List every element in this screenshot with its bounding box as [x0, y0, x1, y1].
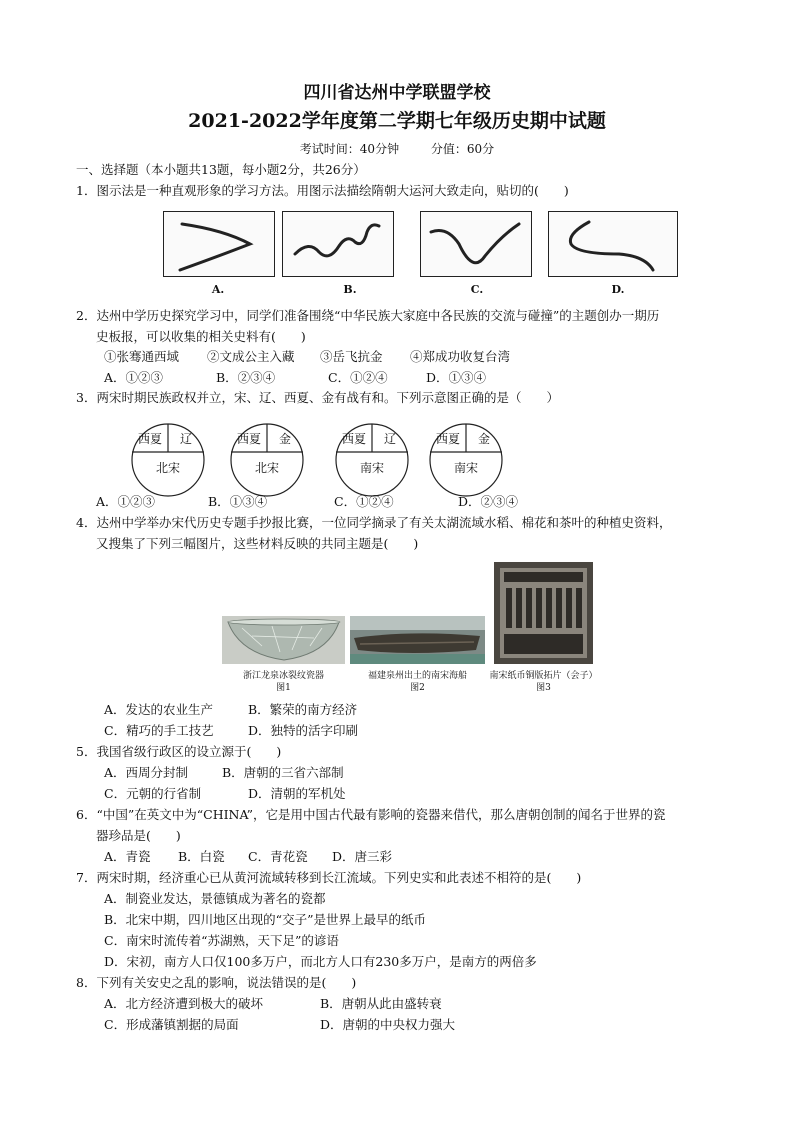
question-4-options-row-2 [104, 722, 358, 740]
q5-option-c: C．元朝的行省制 [104, 786, 202, 801]
q2-item-4: ④郑成功收复台湾 [410, 349, 511, 364]
figure-3-label: 图3 [536, 683, 551, 693]
exam-meta [0, 140, 794, 157]
exam-score: 分值：60分 [430, 142, 495, 156]
regime-3-top-left: 西夏 [341, 432, 366, 446]
canal-sketch-c [420, 211, 532, 277]
regime-diagram-1 [130, 422, 206, 498]
q3-option-c: C．①②④ [334, 494, 394, 509]
q4-option-c: C．精巧的手工技艺 [104, 723, 214, 738]
q7-option-b: B．北宋中期，四川地区出现的“交子”是世界上最早的纸币 [104, 912, 426, 927]
question-5-stem: 5．我国省级行政区的设立源于( ) [76, 744, 282, 759]
canal-sketch-a [163, 211, 275, 277]
question-6-options [104, 848, 392, 866]
regime-1-top-right: 辽 [179, 432, 192, 446]
question-5-options-row-1 [104, 764, 344, 782]
figure-2-caption: 福建泉州出土的南宋海船 [367, 671, 467, 681]
question-3-stem: 3．两宋时期民族政权并立，宋、辽、西夏、金有战有和。下列示意图正确的是（ ） [76, 390, 559, 405]
q5-option-b: B．唐朝的三省六部制 [222, 765, 344, 780]
q2-option-a: A．①②③ [104, 370, 164, 385]
exam-time: 考试时间：40分钟 [299, 142, 400, 156]
question-2-stem-2: 史板报，可以收集的相关史料有( ) [96, 329, 306, 344]
figure-1-caption: 浙江龙泉冰裂纹瓷器 [242, 671, 324, 681]
question-2-items [104, 348, 510, 366]
q3-option-d: D．②③④ [458, 494, 519, 509]
q6-option-d: D．唐三彩 [332, 849, 393, 864]
regime-4-top-left: 西夏 [435, 432, 460, 446]
q5-option-d: D．清朝的军机处 [248, 786, 346, 801]
regime-1-bottom: 北宋 [155, 461, 180, 475]
q5-option-a: A．西周分封制 [104, 765, 189, 780]
q7-option-d: D．宋初，南方人口仅100多万户，而北方人口有230多万户，是南方的两倍多 [104, 954, 537, 969]
question-4-options-row-1 [104, 701, 357, 719]
figure-1-label: 图1 [276, 683, 291, 693]
q3-option-b: B．①③④ [208, 494, 268, 509]
regime-diagram-3 [334, 422, 410, 498]
sketch-label-c: C. [470, 283, 484, 296]
regime-3-top-right: 辽 [383, 432, 396, 446]
regime-2-bottom: 北宋 [254, 461, 279, 475]
regime-4-bottom: 南宋 [453, 461, 478, 475]
question-3-options [96, 493, 518, 511]
canal-sketch-d [548, 211, 678, 277]
section-heading: 一、选择题（本小题共13题，每小题2分，共26分） [76, 162, 366, 177]
q8-option-b: B．唐朝从此由盛转衰 [320, 996, 442, 1011]
question-1-stem: 1．图示法是一种直观形象的学习方法。用图示法描绘隋朝大运河大致走向，贴切的( ) [76, 183, 569, 198]
question-5-options-row-2 [104, 785, 346, 803]
regime-1-top-left: 西夏 [137, 432, 162, 446]
regime-2-top-right: 金 [278, 432, 291, 446]
q2-item-3: ③岳飞抗金 [320, 349, 383, 364]
q2-option-b: B．②③④ [216, 370, 276, 385]
question-7-stem: 7．两宋时期，经济重心已从黄河流域转移到长江流域。下列史实和此表述不相符的是( ) [76, 870, 582, 885]
question-2-stem-1: 2．达州中学历史探究学习中，同学们准备围绕“中华民族大家庭中各民族的交流与碰撞”的主题创办一期历 [76, 308, 660, 323]
q7-option-c: C．南宋时流传着“苏湖熟，天下足”的谚语 [104, 933, 339, 948]
q6-option-b: B．白瓷 [178, 849, 225, 864]
q8-option-d: D．唐朝的中央权力强大 [320, 1017, 456, 1032]
figure-2-label: 图2 [410, 683, 425, 693]
school-name: 四川省达州中学联盟学校 [303, 83, 491, 103]
q8-option-c: C．形成藩镇割据的局面 [104, 1017, 239, 1032]
q2-option-c: C．①②④ [328, 370, 388, 385]
sketch-label-d: D. [611, 283, 625, 296]
figure-3-caption: 南宋纸币铜版拓片（会子） [489, 671, 598, 681]
song-ship-photo [350, 616, 485, 664]
q4-option-a: A．发达的农业生产 [104, 702, 214, 717]
celadon-bowl-photo [222, 616, 345, 664]
question-4-stem-2: 又搜集了下列三幅图片，这些材料反映的共同主题是( ) [96, 536, 419, 551]
question-8-options-row-2 [104, 1016, 455, 1034]
regime-4-top-right: 金 [477, 432, 490, 446]
question-8-options-row-1 [104, 995, 442, 1013]
regime-3-bottom: 南宋 [359, 461, 384, 475]
sketch-label-b: B. [343, 283, 357, 296]
canal-sketch-b [282, 211, 394, 277]
q6-option-a: A．青瓷 [104, 849, 151, 864]
regime-diagram-4 [428, 422, 504, 498]
exam-title: 2021-2022学年度第二学期七年级历史期中试题 [188, 110, 606, 132]
q3-option-a: A．①②③ [96, 494, 156, 509]
q8-option-a: A．北方经济遭到极大的破坏 [104, 996, 264, 1011]
q2-item-2: ②文成公主入藏 [207, 349, 295, 364]
regime-diagram-2 [229, 422, 305, 498]
huizi-rubbing-photo [494, 562, 593, 664]
q2-option-d: D．①③④ [426, 370, 487, 385]
q6-option-c: C．青花瓷 [248, 849, 308, 864]
regime-2-top-left: 西夏 [236, 432, 261, 446]
q4-option-b: B．繁荣的南方经济 [248, 702, 358, 717]
question-8-stem: 8．下列有关安史之乱的影响，说法错误的是( ) [76, 975, 357, 990]
question-2-options [104, 369, 486, 387]
sketch-label-a: A. [211, 283, 225, 296]
q2-item-1: ①张骞通西域 [104, 349, 180, 364]
q7-option-a: A．制瓷业发达，景德镇成为著名的瓷都 [104, 891, 326, 906]
question-6-stem-1: 6．“中国”在英文中为“CHINA”，它是用中国古代最有影响的瓷器来借代，那么唐朝创制的闻名于世界的瓷 [76, 807, 666, 822]
q4-option-d: D．独特的活字印刷 [248, 723, 359, 738]
question-4-stem-1: 4．达州中学举办宋代历史专题手抄报比赛，一位同学摘录了有关太湖流域水稻、棉花和茶叶的种植史资料， [76, 515, 672, 530]
question-6-stem-2: 器珍品是( ) [96, 828, 181, 843]
